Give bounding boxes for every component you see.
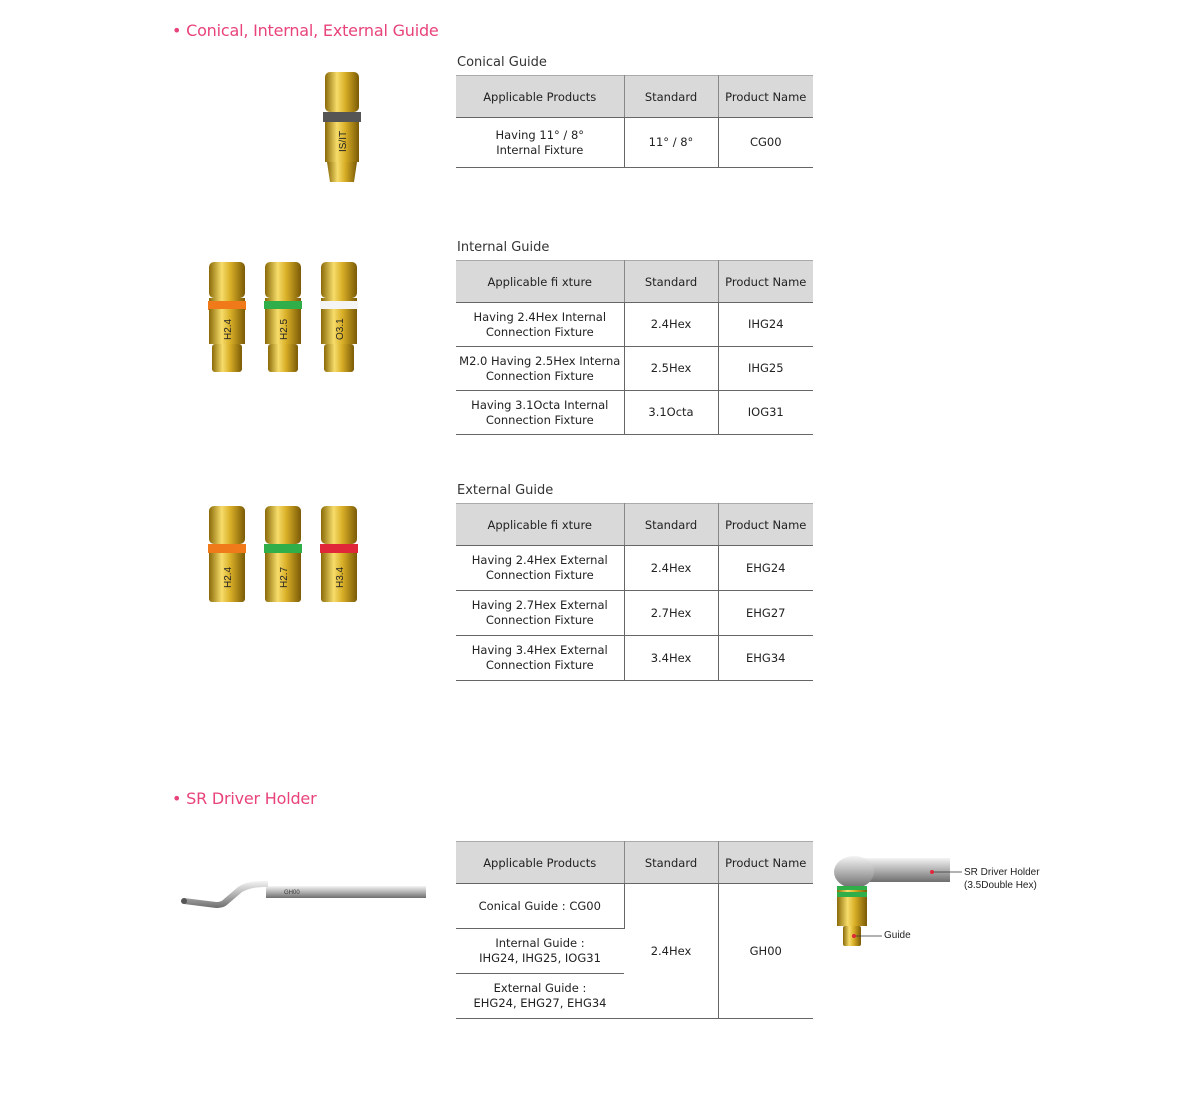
cell-product-name: IOG31 bbox=[718, 391, 813, 435]
cell-product-name: EHG27 bbox=[718, 591, 813, 636]
header-product-name: Product Name bbox=[718, 504, 813, 546]
header-applicable-fixture: Applicable fi xture bbox=[456, 261, 624, 303]
svg-text:H2.7: H2.7 bbox=[279, 566, 290, 588]
table-row bbox=[456, 347, 813, 391]
cell-product-name: CG00 bbox=[718, 118, 813, 168]
internal-guide-h24-image bbox=[208, 262, 246, 372]
cell-standard: 2.7Hex bbox=[624, 591, 718, 636]
cell-product: Having 2.7Hex External Connection Fixture bbox=[456, 591, 624, 636]
header-applicable-products: Applicable Products bbox=[456, 842, 624, 884]
cell-product: M2.0 Having 2.5Hex Interna Connection Fixture bbox=[456, 347, 624, 391]
cell-product: Having 3.4Hex External Connection Fixture bbox=[456, 636, 624, 681]
cell-standard: 3.1Octa bbox=[624, 391, 718, 435]
internal-guide-images bbox=[206, 258, 376, 382]
section-heading-sr-driver-holder: • SR Driver Holder bbox=[172, 789, 317, 808]
conical-guide-title: Conical Guide bbox=[457, 55, 547, 70]
cell-product-name: IHG25 bbox=[718, 347, 813, 391]
table-row bbox=[456, 118, 813, 168]
cell-product: Internal Guide : IHG24, IHG25, IOG31 bbox=[456, 929, 624, 974]
table-row bbox=[456, 591, 813, 636]
table-row bbox=[456, 636, 813, 681]
tool-engraving: GH00 bbox=[284, 890, 300, 896]
header-applicable-products: Applicable Products bbox=[456, 76, 624, 118]
table-row bbox=[456, 303, 813, 347]
header-standard: Standard bbox=[624, 842, 718, 884]
cell-product: External Guide : EHG24, EHG27, EHG34 bbox=[456, 974, 624, 1019]
header-standard: Standard bbox=[624, 76, 718, 118]
svg-text:H2.4: H2.4 bbox=[223, 318, 234, 340]
table-row bbox=[456, 884, 813, 929]
svg-text:O3.1: O3.1 bbox=[335, 318, 346, 340]
conical-guide-image bbox=[318, 68, 366, 188]
sr-driver-holder-table bbox=[456, 841, 813, 1019]
section-heading-guides: • Conical, Internal, External Guide bbox=[172, 21, 439, 40]
svg-text:H2.4: H2.4 bbox=[223, 566, 234, 588]
external-guide-h24-image bbox=[208, 506, 246, 602]
header-product-name: Product Name bbox=[718, 842, 813, 884]
callout-guide: Guide bbox=[884, 930, 911, 941]
internal-guide-h25-image bbox=[264, 262, 302, 372]
guide-label: IS/IT bbox=[338, 130, 349, 152]
internal-guide-title: Internal Guide bbox=[457, 240, 550, 255]
external-guide-h27-image bbox=[264, 506, 302, 602]
sr-driver-holder-tool-image bbox=[178, 878, 428, 910]
svg-text:H3.4: H3.4 bbox=[335, 566, 346, 588]
external-guide-title: External Guide bbox=[457, 483, 554, 498]
conical-guide-table bbox=[456, 75, 813, 168]
cell-product: Having 11° / 8° Internal Fixture bbox=[456, 118, 624, 168]
svg-text:H2.5: H2.5 bbox=[279, 318, 290, 340]
cell-product: Conical Guide : CG00 bbox=[456, 884, 624, 929]
cell-product: Having 3.1Octa Internal Connection Fixture bbox=[456, 391, 624, 435]
header-standard: Standard bbox=[624, 504, 718, 546]
cell-standard: 3.4Hex bbox=[624, 636, 718, 681]
cell-product: Having 2.4Hex Internal Connection Fixture bbox=[456, 303, 624, 347]
external-guide-images bbox=[206, 502, 376, 612]
cell-product: Having 2.4Hex External Connection Fixture bbox=[456, 546, 624, 591]
header-standard: Standard bbox=[624, 261, 718, 303]
cell-product-name: GH00 bbox=[718, 884, 813, 1019]
table-row bbox=[456, 546, 813, 591]
cell-standard: 2.4Hex bbox=[624, 546, 718, 591]
cell-standard: 11° / 8° bbox=[624, 118, 718, 168]
header-applicable-fixture: Applicable fi xture bbox=[456, 504, 624, 546]
table-row bbox=[456, 391, 813, 435]
internal-guide-o31-image bbox=[320, 262, 358, 372]
header-product-name: Product Name bbox=[718, 261, 813, 303]
cell-product-name: IHG24 bbox=[718, 303, 813, 347]
cell-product-name: EHG34 bbox=[718, 636, 813, 681]
internal-guide-table bbox=[456, 260, 813, 435]
external-guide-h34-image bbox=[320, 506, 358, 602]
external-guide-table bbox=[456, 503, 813, 681]
header-product-name: Product Name bbox=[718, 76, 813, 118]
cell-standard: 2.5Hex bbox=[624, 347, 718, 391]
cell-product-name: EHG24 bbox=[718, 546, 813, 591]
cell-standard: 2.4Hex bbox=[624, 884, 718, 1019]
callout-sr-driver-holder: SR Driver Holder (3.5Double Hex) bbox=[964, 867, 1040, 891]
cell-standard: 2.4Hex bbox=[624, 303, 718, 347]
